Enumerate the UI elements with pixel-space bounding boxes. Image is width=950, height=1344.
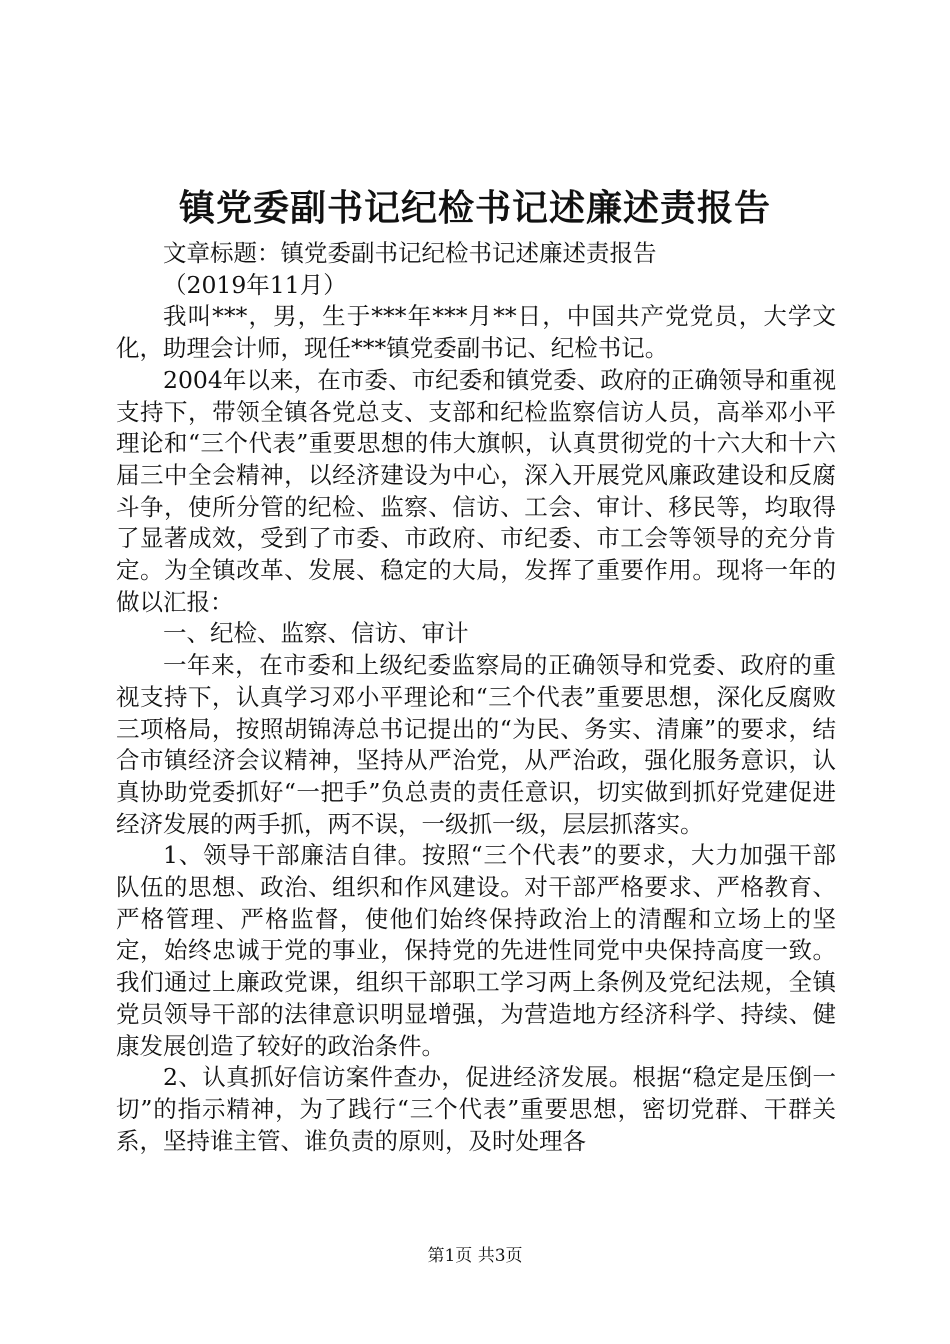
paragraph-overview: 2004年以来，在市委、市纪委和镇党委、政府的正确领导和重视支持下，带领全镇各党总支、支部和纪检监察信访人员，高举邓小平理论和“三个代表”重要思想的伟大旗帜，认真贯彻党的十六大和十六届三中全会精神，以经济建设为中心，深入开展党风廉政建设和反腐斗争，使所分管的纪检、监察、信访、工会、审计、移民等，均取得了显著成效，受到了市委、市政府、市纪委、市工会等领导的充分肯定。为全镇改革、发展、稳定的大局，发挥了重要作用。现将一年的做以汇报： [116, 365, 836, 616]
page-number-footer: 第1页 共3页 [427, 1246, 523, 1266]
section-heading: 一、纪检、监察、信访、审计 [163, 619, 469, 648]
paragraph-intro: 我叫***，男，生于***年***月**日，中国共产党党员，大学文化，助理会计师，现任***镇党委副书记、纪检书记。 [116, 302, 836, 363]
article-title-line: 文章标题：镇党委副书记纪检书记述廉述责报告 [163, 239, 657, 267]
date-line: （2019年11月） [163, 270, 347, 299]
document-title: 镇党委副书记纪检书记述廉述责报告 [178, 187, 771, 229]
paragraph-item-2: 2、认真抓好信访案件查办，促进经济发展。根据“稳定是压倒一切”的指示精神，为了践行“三个代表”重要思想，密切党群、干群关系，坚持谁主管、谁负责的原则，及时处理各 [116, 1063, 836, 1155]
paragraph-item-1: 1、领导干部廉洁自律。按照“三个代表”的要求，大力加强干部队伍的思想、政治、组织和作风建设。对干部严格要求、严格教育、严格管理、严格监督，使他们始终保持政治上的清醒和立场上的坚定，始终忠诚于党的事业，保持党的先进性同党中央保持高度一致。我们通过上廉政党课，组织干部职工学习两上条例及党纪法规，全镇党员领导干部的法律意识明显增强，为营造地方经济科学、持续、健康发展创造了较好的政治条件。 [116, 841, 836, 1060]
document-body [116, 238, 836, 1157]
paragraph-section-summary: 一年来，在市委和上级纪委监察局的正确领导和党委、政府的重视支持下，认真学习邓小平理论和“三个代表”重要思想，深化反腐败三项格局，按照胡锦涛总书记提出的“为民、务实、清廉”的要求，结合市镇经济会议精神，坚持从严治党，从严治政，强化服务意识，认真协助党委抓好“一把手”负总责的责任意识，切实做到抓好党建促进经济发展的两手抓，两不误，一级抓一级，层层抓落实。 [116, 651, 836, 838]
